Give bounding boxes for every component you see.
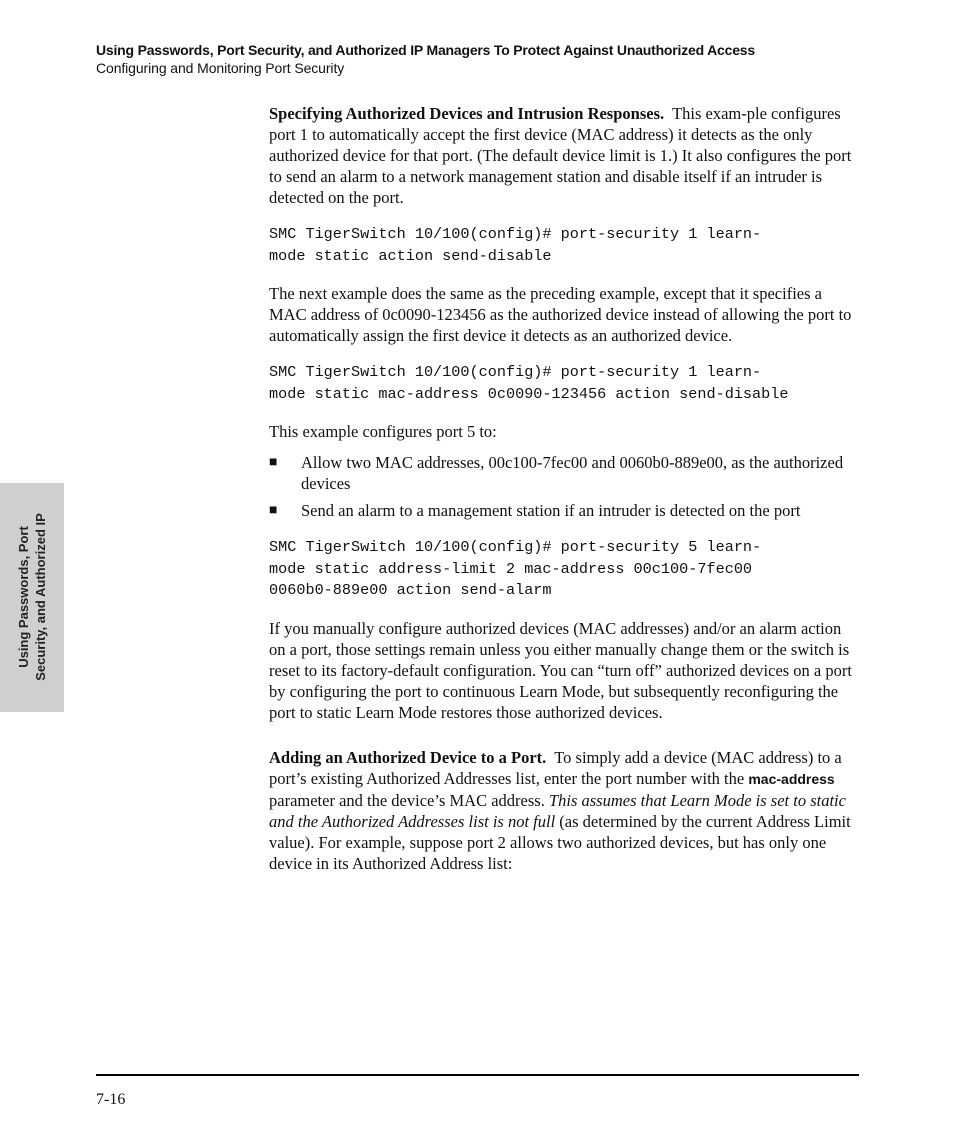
run-in-heading-authorized-devices: Specifying Authorized Devices and Intrusion Responses. — [269, 104, 665, 123]
bullet-square-icon: ■ — [269, 503, 278, 518]
side-tab-line-1: Using Passwords, Port — [16, 526, 31, 668]
section-title: Configuring and Monitoring Port Security — [96, 60, 345, 76]
list-item-text: Send an alarm to a management station if an intruder is detected on the port — [301, 501, 801, 520]
chapter-side-tab — [0, 483, 64, 712]
code-example-1: SMC TigerSwitch 10/100(config)# port-security 1 learn- mode static action send-disable — [269, 225, 762, 265]
code-example-2: SMC TigerSwitch 10/100(config)# port-security 1 learn- mode static mac-address 0c0090-123456 action send-disable — [269, 363, 789, 403]
main-content — [269, 103, 861, 890]
paragraph-text: This exam-ple configures port 1 to automatically accept the first device (MAC address) it detects as the only authorized device for that port. (The default device limit is 1.) It also configures the port to send an alarm to a network management station and disable itself if an intruder is detected on the port. — [269, 104, 852, 207]
code-example-3: SMC TigerSwitch 10/100(config)# port-security 5 learn- mode static address-limit 2 mac-address 00c100-7fec00 0060b0-889e00 action send-alarm — [269, 538, 762, 599]
run-in-heading-adding-device: Adding an Authorized Device to a Port. — [269, 747, 547, 767]
list-item — [269, 452, 861, 494]
chapter-title: Using Passwords, Port Security, and Authorized IP Managers To Protect Against Unauthorized Access — [96, 42, 755, 58]
paragraph-mac-example: The next example does the same as the preceding example, except that it specifies a MAC address of 0c0090-123456 as the authorized device instead of allowing the port to automatically assign the first device it detects as an authorized device. — [269, 284, 852, 345]
footer-rule — [96, 1074, 859, 1076]
paragraph-adding-device — [269, 747, 861, 874]
list-item — [269, 500, 861, 521]
side-tab-line-2: Security, and Authorized IP — [33, 513, 48, 681]
bullet-list — [269, 452, 861, 521]
paragraph-text-c: (as determined by the current Address Limit value). For example, suppose port 2 allows two authorized devices, but has only one device in its Authorized Address list: — [269, 811, 851, 873]
paragraph-manual-config: If you manually configure authorized devices (MAC addresses) and/or an alarm action on a port, those settings remain unless you either manually change them or the switch is reset to its factory-default configuration. You can “turn off” authorized devices on a port by configuring the port to continuous Learn Mode, but subsequently reconfiguring the port to static Learn Mode restores those authorized devices. — [269, 618, 852, 722]
running-header — [96, 41, 876, 77]
side-tab-label — [15, 487, 49, 707]
paragraph-authorized-devices — [269, 103, 861, 208]
paragraph-port5-intro: This example configures port 5 to: — [269, 422, 497, 441]
paragraph-text-b: parameter and the device’s MAC address. — [269, 790, 545, 810]
keyword-mac-address: mac-address — [748, 770, 835, 787]
paragraph-text-a: To simply add a device (MAC address) to a port’s existing Authorized Addresses list, enter the port number with the — [269, 747, 842, 788]
bullet-square-icon: ■ — [269, 455, 278, 470]
paragraph-italic-note: This assumes that Learn Mode is set to static and the Authorized Addresses list is not full — [269, 790, 846, 831]
list-item-text: Allow two MAC addresses, 00c100-7fec00 and 0060b0-889e00, as the authorized devices — [301, 453, 844, 493]
page-number: 7-16 — [96, 1091, 126, 1108]
